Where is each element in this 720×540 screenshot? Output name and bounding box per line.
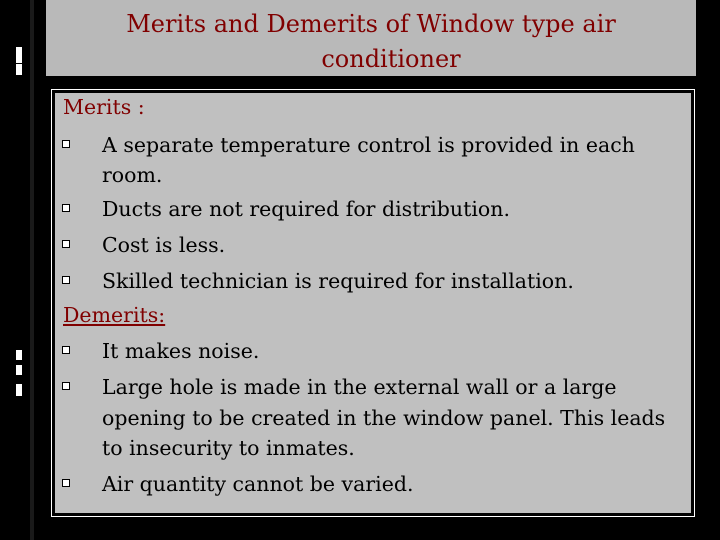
merit-text: A separate temperature control is provided in each <box>102 133 635 157</box>
demerit-text: Air quantity cannot be varied. <box>102 472 414 496</box>
square-bullet-icon <box>62 240 70 248</box>
decorative-bar <box>16 47 22 63</box>
square-bullet-icon <box>62 479 70 487</box>
merit-text: Skilled technician is required for installation. <box>102 269 574 293</box>
demerits-heading: Demerits: <box>63 303 166 327</box>
square-bullet-icon <box>62 204 70 212</box>
merit-text: room. <box>102 163 163 187</box>
demerit-text: opening to be created in the window panel. This leads <box>102 406 666 430</box>
decorative-bar <box>16 384 22 396</box>
square-bullet-icon <box>62 140 70 148</box>
slide-title-line-2: conditioner <box>321 45 461 73</box>
merit-text: Ducts are not required for distribution. <box>102 197 510 221</box>
decorative-bar <box>16 350 22 360</box>
decorative-bar <box>16 64 22 75</box>
content-box <box>52 90 694 516</box>
demerit-text: It makes noise. <box>102 339 260 363</box>
merits-heading: Merits : <box>63 95 145 119</box>
decorative-bar <box>30 0 34 540</box>
demerit-text: Large hole is made in the external wall or a large <box>102 375 617 399</box>
square-bullet-icon <box>62 276 70 284</box>
demerit-text: to insecurity to inmates. <box>102 436 355 460</box>
merit-text: Cost is less. <box>102 233 226 257</box>
title-box <box>46 0 696 76</box>
square-bullet-icon <box>62 382 70 390</box>
decorative-bar <box>16 365 22 375</box>
slide-title-line-1: Merits and Demerits of Window type air <box>126 10 616 38</box>
square-bullet-icon <box>62 346 70 354</box>
